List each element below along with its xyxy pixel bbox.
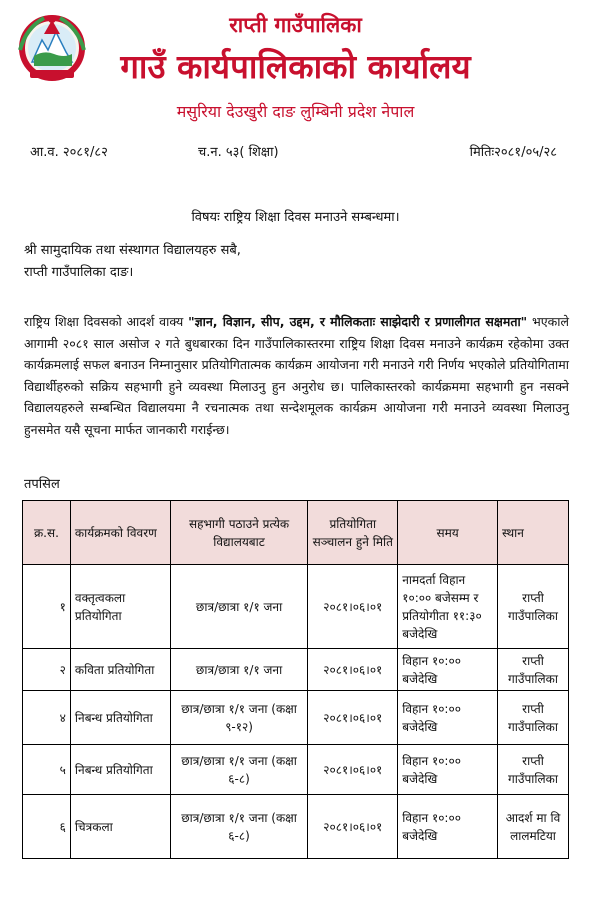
col-header-participants: सहभागी पठाउने प्रत्येक विद्यालयबाट xyxy=(170,501,308,565)
office-title: गाउँ कार्यपालिकाको कार्यालय xyxy=(120,47,471,86)
motto: "ज्ञान, विज्ञान, सीप, उद्दम, र मौलिकताः साझेदारी र प्रणालीगत सक्षमता" xyxy=(188,314,528,329)
addressee-line: श्री सामुदायिक तथा संस्थागत विद्यालयहरु सबै, xyxy=(24,243,241,258)
cell-sn: ६ xyxy=(23,795,71,859)
cell-venue: राप्ती गाउँपालिका xyxy=(498,649,569,691)
body-text: भएकाले आगामी २०८१ साल असोज २ गते बुधबारका दिन गाउँपालिकास्तरमा राष्ट्रिय शिक्षा दिवस मनाउने कार्यक्रम रहेकोमा उक्त कार्यक्रमलाई सफल बनाउन निम्नानुसार प्रतियोगितात्मक कार्यक्रम आयोजना गरी मनाउने गरी निर्णय भएकोले प्रतियोगितामा विद्यार्थीहरुको सक्रिय सहभागी हुने व्यवस्था मिलाउनु हुन अनुरोध छ। पालिकास्तरको कार्यक्रममा सहभागी हुन नसक्ने विद्यालयहरुले सम्बन्धित विद्यालयमा नै रचनात्मक तथा सन्देशमूलक कार्यक्रम आयोजना गरी मनाउने व्यवस्था मिलाउनु हुनसमेत यसै सूचना मार्फत जानकारी गराईन्छ। xyxy=(24,314,569,437)
col-header-venue: स्थान xyxy=(498,501,569,565)
cell-venue: राप्ती गाउँपालिका xyxy=(498,745,569,795)
col-header-program: कार्यक्रमको विवरण xyxy=(70,501,170,565)
cell-venue: आदर्श मा वि लालमटिया xyxy=(498,795,569,859)
cell-program: वक्तृत्वकला प्रतियोगिता xyxy=(70,565,170,649)
table-row xyxy=(23,565,569,649)
table-header-row xyxy=(23,501,569,565)
cell-date: २०८१।०६।०१ xyxy=(308,745,398,795)
cell-program: चित्रकला xyxy=(70,795,170,859)
cell-time: विहान १०:०० बजेदेखि xyxy=(398,649,498,691)
cell-program: कविता प्रतियोगिता xyxy=(70,649,170,691)
subject-line: विषयः राष्ट्रिय शिक्षा दिवस मनाउने सम्बन्धमा। xyxy=(191,210,400,225)
cell-time: विहान १०:०० बजेदेखि xyxy=(398,795,498,859)
program-table xyxy=(22,500,569,859)
cell-sn: ४ xyxy=(23,691,71,745)
cell-program: निबन्ध प्रतियोगिता xyxy=(70,691,170,745)
cell-date: २०८१।०६।०१ xyxy=(308,649,398,691)
cell-time: विहान १०:०० बजेदेखि xyxy=(398,745,498,795)
letter-body xyxy=(24,311,569,440)
table-row xyxy=(23,649,569,691)
body-intro: राष्ट्रिय शिक्षा दिवसको आदर्श वाक्य xyxy=(24,314,189,329)
cell-participants: छात्र/छात्रा १/१ जना (कक्षा ९-१२) xyxy=(170,691,308,745)
cell-sn: ५ xyxy=(23,745,71,795)
cell-sn: १ xyxy=(23,565,71,649)
cell-venue: राप्ती गाउँपालिका xyxy=(498,565,569,649)
table-row xyxy=(23,745,569,795)
addressee xyxy=(24,240,241,284)
addressee-line: राप्ती गाउँपालिका दाङ। xyxy=(24,265,134,280)
reference-number: च.न. ५३( शिक्षा) xyxy=(198,145,279,160)
col-header-date: प्रतियोगिता सञ्चालन हुने मिति xyxy=(308,501,398,565)
fiscal-year: आ.व. २०८१/८२ xyxy=(30,145,108,160)
cell-venue: राप्ती गाउँपालिका xyxy=(498,691,569,745)
cell-participants: छात्र/छात्रा १/१ जना (कक्षा ६-८) xyxy=(170,745,308,795)
cell-sn: २ xyxy=(23,649,71,691)
cell-date: २०८१।०६।०१ xyxy=(308,795,398,859)
cell-date: २०८१।०६।०१ xyxy=(308,565,398,649)
municipality-name: राप्ती गाउँपालिका xyxy=(229,13,362,37)
cell-program: निबन्ध प्रतियोगिता xyxy=(70,745,170,795)
letter-date: मितिः२०८१/०५/२८ xyxy=(469,145,557,160)
table-row xyxy=(23,795,569,859)
cell-participants: छात्र/छात्रा १/१ जना xyxy=(170,649,308,691)
col-header-sn: क्र.स. xyxy=(23,501,71,565)
cell-participants: छात्र/छात्रा १/१ जना (कक्षा ६-८) xyxy=(170,795,308,859)
office-address: मसुरिया देउखुरी दाङ लुम्बिनी प्रदेश नेपाल xyxy=(176,102,415,121)
cell-date: २०८१।०६।०१ xyxy=(308,691,398,745)
cell-time: नामदर्ता विहान १०:०० बजेसम्म र प्रतियोगीता ११:३० बजेदेखि xyxy=(398,565,498,649)
cell-participants: छात्र/छात्रा १/१ जना xyxy=(170,565,308,649)
col-header-time: समय xyxy=(398,501,498,565)
cell-time: विहान १०:०० बजेदेखि xyxy=(398,691,498,745)
schedule-label: तपसिल xyxy=(24,477,60,492)
table-row xyxy=(23,691,569,745)
